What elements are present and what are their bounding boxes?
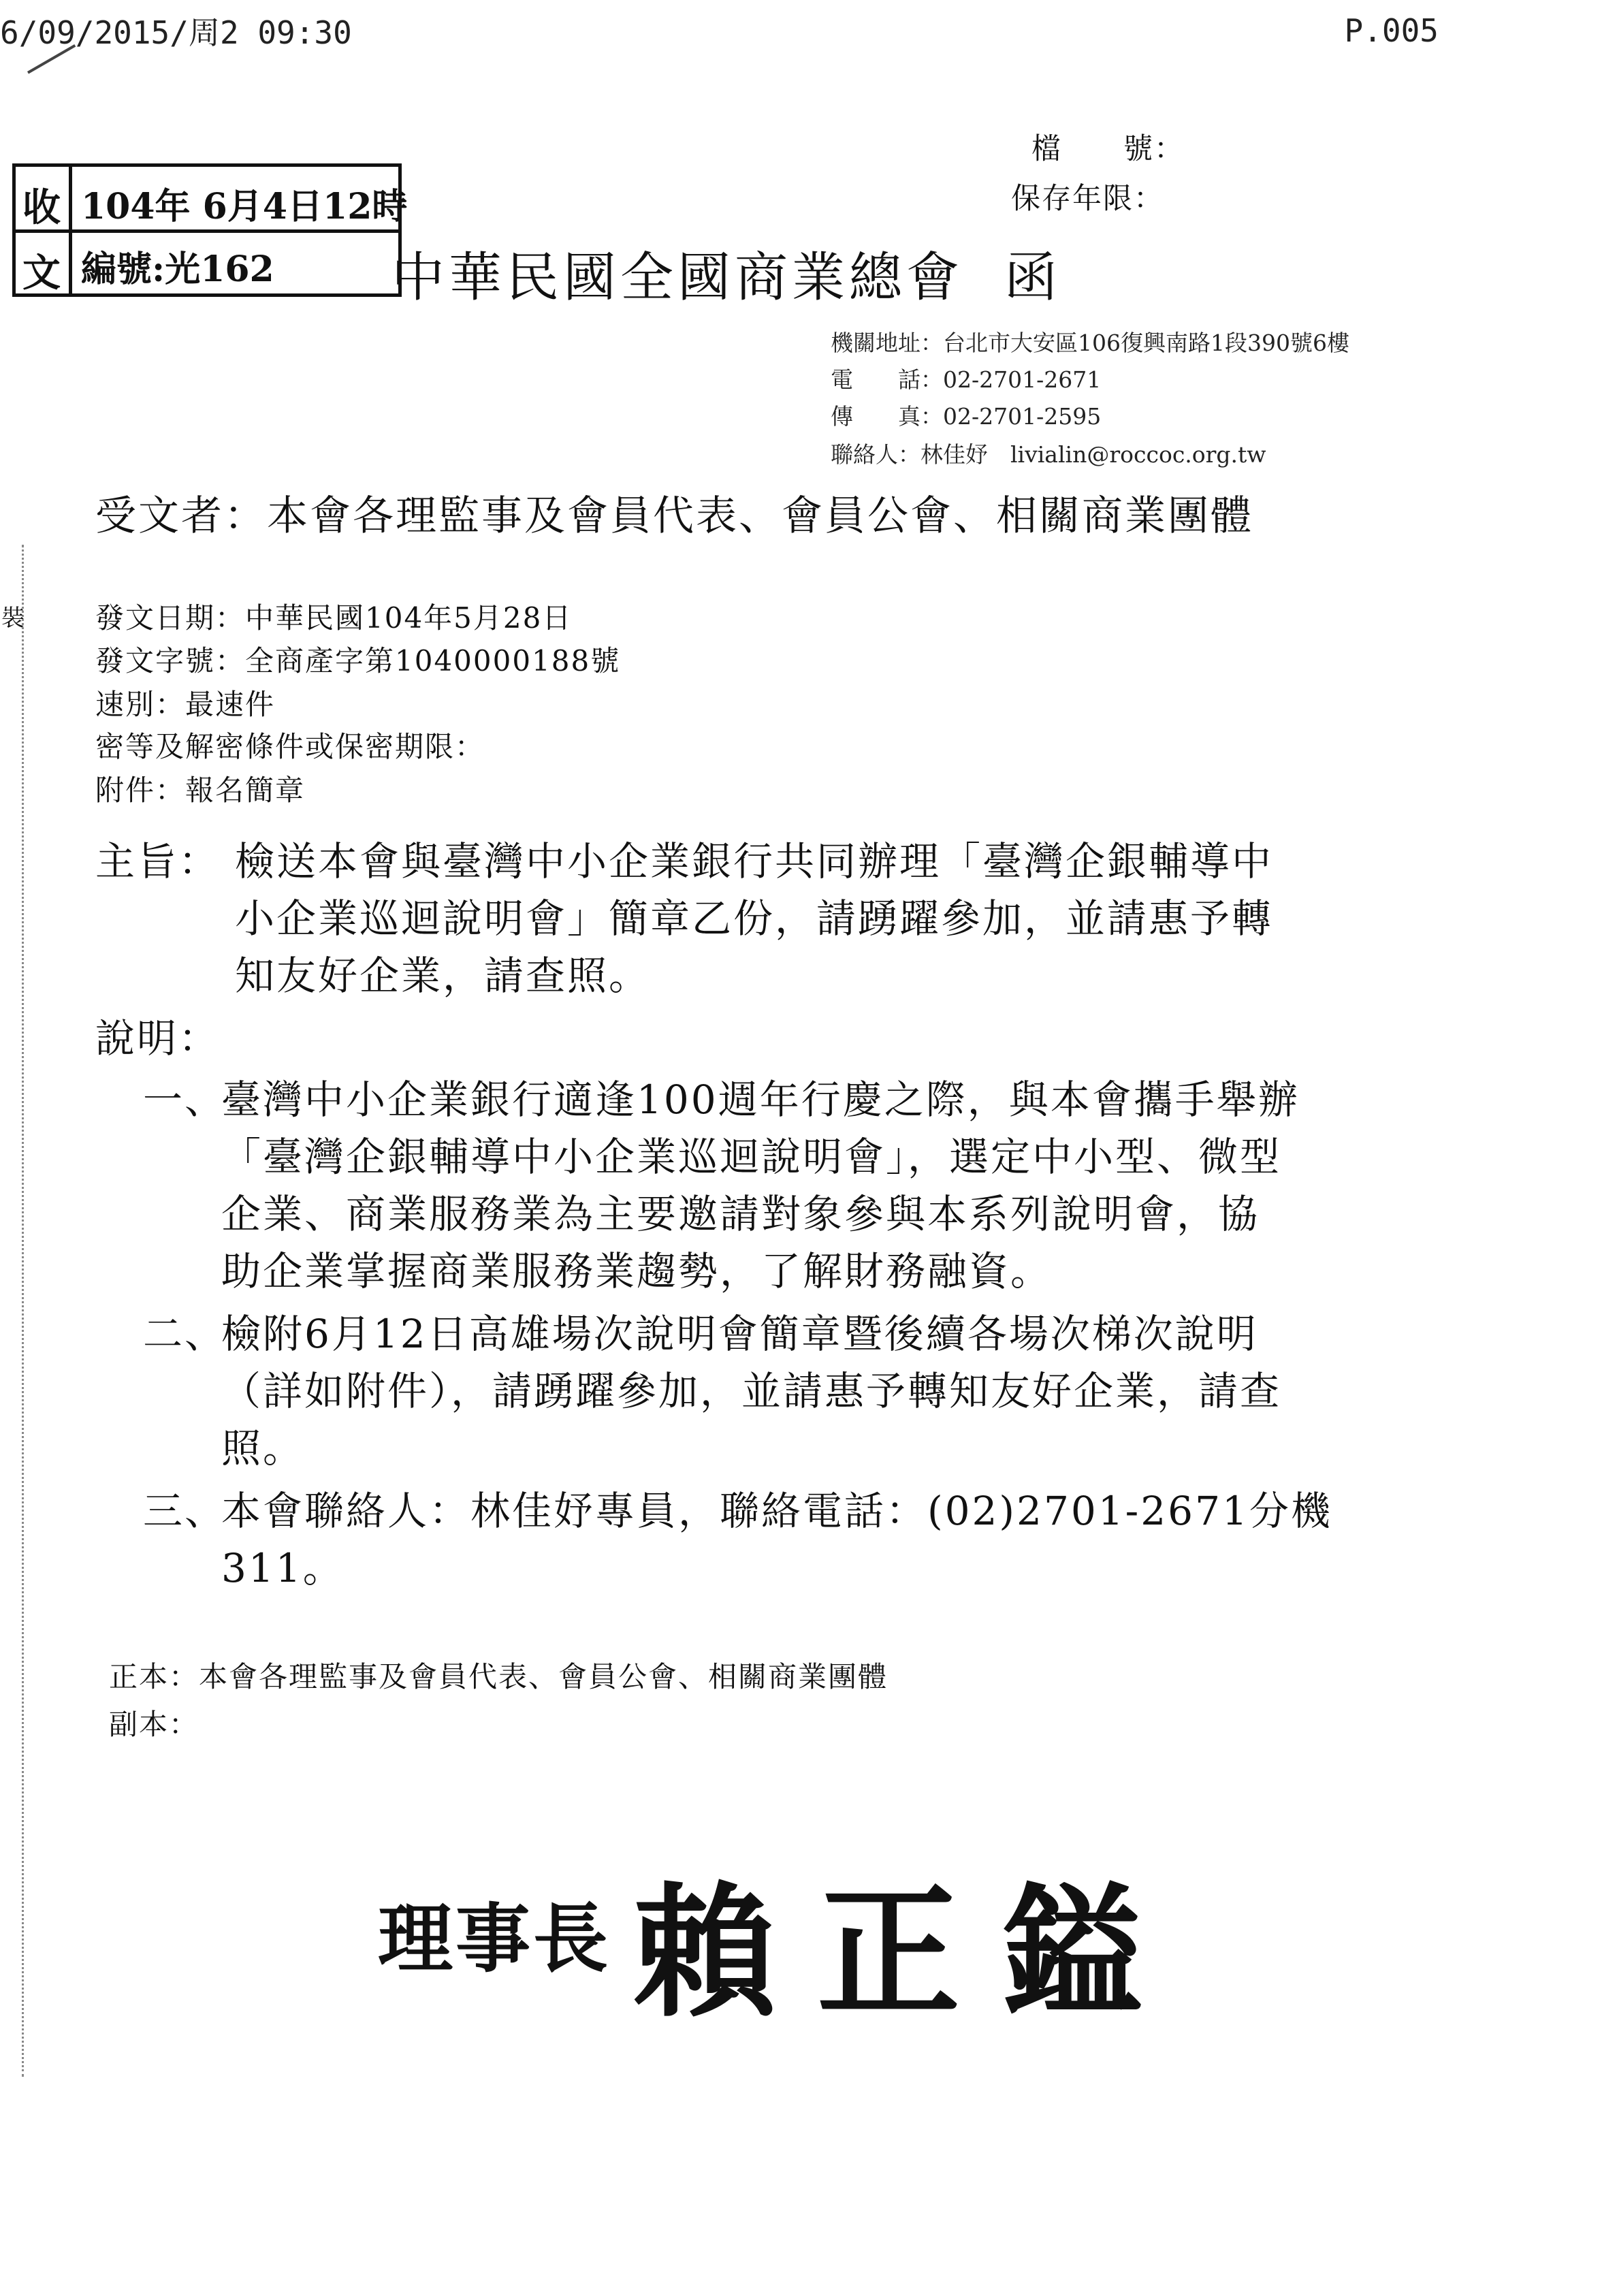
- stamp-document-char: 文: [22, 251, 61, 296]
- retention-label: 保存年限：: [1011, 182, 1164, 216]
- receipt-stamp: [12, 163, 408, 297]
- item-line: 助企業掌握商業服務業趨勢，了解財務融資。: [221, 1248, 1053, 1294]
- item-line: 照。: [221, 1425, 305, 1471]
- subject-label: 主旨：: [95, 838, 221, 884]
- subject-line: 知友好企業，請查照。: [235, 953, 651, 999]
- stamp-serial: 編號:光162: [81, 249, 274, 290]
- item-line: （詳如附件），請踴躍參加，並請惠予轉知友好企業，請查: [221, 1368, 1282, 1414]
- contact-fax: 傳 真：02-2701-2595: [831, 403, 1102, 430]
- binding-mark: 裝: [1, 605, 25, 632]
- recipient-line: 受文者：本會各理監事及會員代表、會員公會、相關商業團體: [95, 492, 1253, 540]
- fax-page-number: P.005: [1344, 12, 1439, 49]
- signature-title: 理事長: [378, 1895, 611, 1983]
- attachment: 附件：報名簡章: [95, 774, 306, 807]
- item-line: 311。: [221, 1545, 345, 1591]
- file-number-label: 檔 號：: [1031, 132, 1185, 166]
- item-line: 臺灣中小企業銀行適逢100週年行慶之際，與本會攜手舉辦: [221, 1077, 1300, 1123]
- explanation-label: 說明：: [95, 1015, 221, 1062]
- copy-recipients: 副本：: [109, 1708, 199, 1741]
- contact-phone: 電 話：02-2701-2671: [831, 366, 1102, 393]
- item-line: 檢附6月12日高雄場次說明會簡章暨後續各場次梯次說明: [221, 1311, 1258, 1357]
- item-line: 本會聯絡人：林佳妤專員，聯絡電話：(02)2701-2671分機: [221, 1488, 1332, 1534]
- signature-name: 賴正鎰: [633, 1868, 1185, 2037]
- item-marker: 一、: [143, 1077, 227, 1123]
- contact-address: 機關地址：台北市大安區106復興南路1段390號6樓: [831, 330, 1349, 356]
- issue-date: 發文日期：中華民國104年5月28日: [95, 601, 573, 635]
- contact-person: 聯絡人：林佳妤 livialin@roccoc.org.tw: [831, 441, 1266, 468]
- subject-line: 檢送本會與臺灣中小企業銀行共同辦理「臺灣企銀輔導中: [235, 838, 1274, 884]
- secrecy-level: 密等及解密條件或保密期限：: [95, 730, 485, 763]
- item-marker: 二、: [143, 1311, 227, 1357]
- binding-perforation: [22, 545, 24, 2077]
- fax-timestamp: 6/09/2015/周2 09:30: [0, 14, 352, 51]
- item-line: 「臺灣企銀輔導中小企業巡迴說明會」，選定中小型、微型: [221, 1134, 1282, 1180]
- doc-type: 函: [1004, 247, 1058, 308]
- original-recipients: 正本：本會各理監事及會員代表、會員公會、相關商業團體: [109, 1660, 888, 1693]
- stamp-received-char: 收: [22, 185, 61, 230]
- issue-number: 發文字號：全商產字第1040000188號: [95, 644, 621, 677]
- delivery-speed: 速別：最速件: [95, 688, 276, 721]
- subject-line: 小企業巡迴說明會」簡章乙份，請踴躍參加，並請惠予轉: [235, 895, 1274, 942]
- item-line: 企業、商業服務業為主要邀請對象參與本系列說明會，協: [221, 1191, 1260, 1237]
- org-title: 中華民國全國商業總會: [391, 247, 964, 308]
- item-marker: 三、: [143, 1488, 227, 1534]
- stamp-date: 104年 6月4日12時: [81, 186, 408, 227]
